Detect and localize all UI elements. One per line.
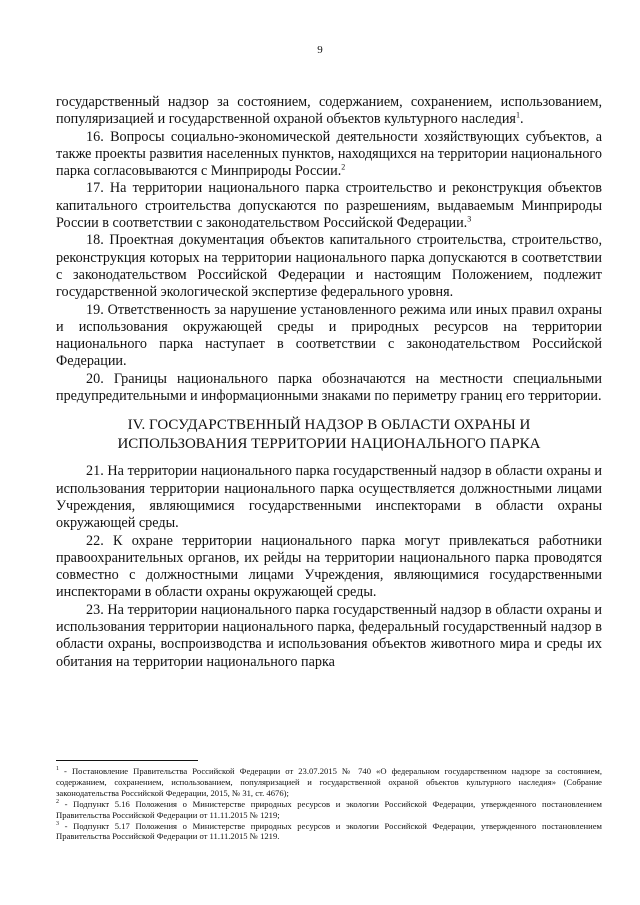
section-heading-line-2: ИСПОЛЬЗОВАНИЯ ТЕРРИТОРИИ НАЦИОНАЛЬНОГО ПАРКА [117, 436, 541, 453]
footnote-mark: 2 [56, 798, 59, 805]
footnote-3: $^3$ - Подпункт 5.17 Положения о Министерстве природных ресурсов и экологии Российской Федерации, утвержденного постановлением Правительства Российской Федерации от 11.11.2015 № 1219. [56, 820, 602, 842]
footnote-1: $^1$ - Постановление Правительства Российской Федерации от 23.07.2015 № 740 «О федеральном государственном надзоре за состоянием, содержанием, сохранением, использованием, популяризацией и государственной охраной объектов культурного наследия» (Собрание законодательства Российской Федерации, 2015, № 31, ст. 4676); [56, 766, 602, 798]
paragraph-23: 23. На территории национального парка государственный надзор в области охраны и использования территории национального парка, федеральный государственный надзор в области охраны, воспроизводства и использования объектов животного мира и среды их обитания на территории национального парка [56, 601, 602, 670]
footnote-divider [56, 760, 198, 761]
paragraph-22: 22. К охране территории национального парка могут привлекаться работники правоохранительных органов, их рейды на территории национального парка проводятся совместно с должностными лицами Учреждения, являющимися государственными инспекторами в области охраны окружающей среды. [56, 532, 602, 601]
paragraph-21: 21. На территории национального парка государственный надзор в области охраны и использования территории национального парка осуществляется должностными лицами Учреждения, являющимися государственными инспекторами в области охраны окружающей среды. [56, 463, 602, 532]
paragraph-17: 17. На территории национального парка строительство и реконструкция объектов капитального строительства допускаются по разрешениям, выдаваемым Минприроды России в соответствии с законодательством Российской Федерации.$^3$ [56, 180, 602, 232]
body-text [56, 94, 602, 671]
section-heading-line-1: IV. ГОСУДАРСТВЕННЫЙ НАДЗОР В ОБЛАСТИ ОХРАНЫ И [127, 417, 531, 434]
footnote-ref: 1 [515, 110, 520, 120]
footnote-mark: 1 [56, 766, 59, 773]
footnotes [56, 766, 602, 842]
paragraph-16: 16. Вопросы социально-экономической деятельности хозяйствующих субъектов, а также проекты развития населенных пунктов, находящихся на территории национального парка согласовываются с Минприроды России.$^2$ [56, 128, 602, 180]
paragraph-18: 18. Проектная документация объектов капитального строительства, строительство, реконструкция которых на территории национального парка допускаются в соответствии с законодательством Российской Федерации и настоящим Положением, подлежит государственной экологической экспертизе федерального уровня. [56, 232, 602, 301]
footnote-mark: 3 [56, 820, 59, 827]
footnote-ref: 2 [341, 162, 346, 172]
paragraph-continuation: государственный надзор за состоянием, содержанием, сохранением, использованием, популяризацией и государственной охраной объектов культурного наследия$^1$. [56, 94, 602, 128]
paragraph-20: 20. Границы национального парка обозначаются на местности специальными предупредительными и информационными знаками по периметру границ его территории. [56, 370, 602, 405]
footnote-ref: 3 [467, 214, 472, 224]
section-heading [56, 416, 602, 454]
paragraph-19: 19. Ответственность за нарушение установленного режима или иных правил охраны и использования окружающей среды и природных ресурсов на территории национального парка наступает в соответствии с законодательством Российской Федерации. [56, 301, 602, 370]
footnote-2: $^2$ - Подпункт 5.16 Положения о Министерстве природных ресурсов и экологии Российской Федерации, утвержденного постановлением Правительства Российской Федерации от 11.11.2015 № 1219; [56, 798, 602, 820]
page-number: 9 [317, 44, 323, 56]
